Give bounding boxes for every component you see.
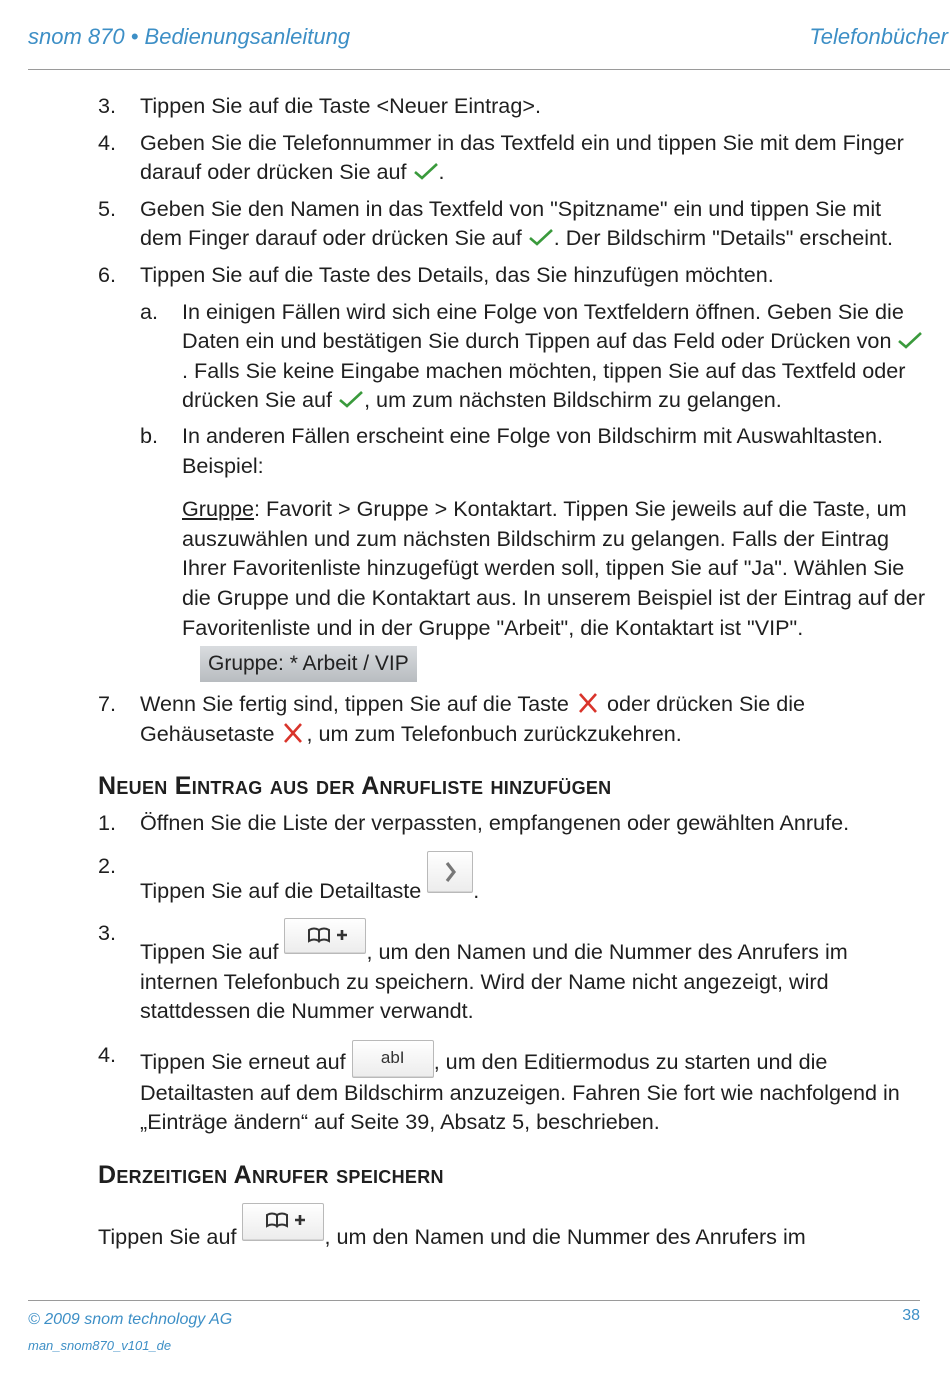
cross-icon	[575, 691, 601, 711]
footer-doc-id: man_snom870_v101_de	[28, 1338, 172, 1353]
group-label: Gruppe	[182, 496, 255, 522]
group-badge: Gruppe: * Arbeit / VIP	[200, 646, 417, 682]
section-heading-calllist: Neuen Eintrag aus der Anrufliste hinzufügen	[98, 772, 612, 801]
step-4: 4. Geben Sie die Telefonnummer in das Textfeld ein und tippen Sie mit dem Finger darauf oder drücken Sie auf .	[98, 129, 904, 185]
calllist-step-2: 2. Tippen Sie auf die Detailtaste .	[98, 853, 480, 904]
group-example: Gruppe: Favorit > Gruppe > Kontaktart. Tippen Sie jeweils auf die Taste, um auszuwählen und zum nächsten Bildschirm zu gelangen. Falls der Eintrag Ihrer Favoritenliste hinzugefügt werden soll, tippen Sie auf "Ja". Wählen Sie die Gruppe und die Kontaktart aus. In unserem Beispiel ist der Eintrag auf der Favoritenliste und in der Gruppe "Arbeit", die Kontaktart ist "VIP".Gruppe: * Arbeit / VIP	[182, 494, 928, 682]
book-plus-icon	[242, 1203, 324, 1241]
step-5: 5. Geben Sie den Namen in das Textfeld von "Spitzname" ein und tippen Sie mit dem Finger darauf oder drücken Sie auf . Der Bildschirm "Details" erscheint.	[98, 195, 894, 251]
page-number: 38	[902, 1307, 920, 1324]
footer-copyright: © 2009 snom technology AG	[28, 1311, 233, 1328]
footer-divider	[28, 1300, 920, 1301]
header-divider	[28, 69, 950, 70]
cross-icon	[280, 721, 306, 741]
calllist-step-4: 4. Tippen Sie erneut auf abI , um den Editiermodus zu starten und die Detailtasten auf dem Bildschirm anzuzeigen. Fahren Sie fort wie nachfolgend in „Einträge ändern“ auf Seite 39, Absatz 5, beschrieben.	[98, 1041, 900, 1135]
section-heading-current-caller: Derzeitigen Anrufer speichern	[98, 1161, 444, 1190]
page-content	[98, 91, 928, 1251]
abI-edit-icon: abI	[352, 1040, 434, 1078]
substep-a: a. In einigen Fällen wird sich eine Folge von Textfeldern öffnen. Geben Sie die Daten ein und bestätigen Sie durch Tippen auf das Feld oder Drücken von . Falls Sie keine Eingabe machen möchten, tippen Sie auf das Textfeld oder drücken Sie auf , um zum nächsten Bildschirm zu gelangen.	[140, 297, 928, 415]
current-caller-text: Tippen Sie auf , um den Namen und die Nummer des Anrufers im	[98, 1203, 928, 1252]
step-3: 3. Tippen Sie auf die Taste <Neuer Eintrag>.	[98, 93, 541, 118]
check-icon	[897, 328, 923, 348]
header-title: snom 870 • Bedienungsanleitung	[28, 24, 351, 49]
step-7: 7. Wenn Sie fertig sind, tippen Sie auf die Taste oder drücken Sie die Gehäusetaste , um zum Telefonbuch zurückzukehren.	[98, 691, 806, 746]
check-icon	[413, 159, 439, 179]
check-icon	[338, 387, 364, 407]
step-6: 6. Tippen Sie auf die Taste des Details, das Sie hinzufügen möchten. a. In einigen Fällen wird sich eine Folge von Textfeldern öffnen. Geben Sie die Daten ein und bestätigen Sie durch Tippen auf das Feld oder Drücken von . Falls Sie keine Eingabe machen möchten, tippen Sie auf das Textfeld oder drücken Sie auf , um zum nächsten Bildschirm zu gelangen. b. In anderen Fällen erscheint eine Folge von Bildschirm mit Auswahltasten. Beispiel: Gruppe: Favorit > Gruppe > Kontaktart. Tippen Sie jeweils auf die Taste, um auszuwählen und zum nächsten Bildschirm zu gelangen. Falls der Eintrag Ihrer Favoritenliste hinzugefügt werden soll, tippen Sie auf "Ja". Wählen Sie die Gruppe und die Kontaktart aus. In unserem Beispiel ist der Eintrag auf der Favoritenliste und in der Gruppe "Arbeit", die Kontaktart ist "VIP".Gruppe: * Arbeit / VIP	[98, 260, 928, 682]
header-chapter: Telefonbücher	[809, 24, 948, 49]
chevron-right-icon	[427, 851, 473, 893]
check-icon	[528, 225, 554, 245]
substep-b: b. In anderen Fällen erscheint eine Folge von Bildschirm mit Auswahltasten. Beispiel: Gruppe: Favorit > Gruppe > Kontaktart. Tippen Sie jeweils auf die Taste, um auszuwählen und zum nächsten Bildschirm zu gelangen. Falls der Eintrag Ihrer Favoritenliste hinzugefügt werden soll, tippen Sie auf "Ja". Wählen Sie die Gruppe und die Kontaktart aus. In unserem Beispiel ist der Eintrag auf der Favoritenliste und in der Gruppe "Arbeit", die Kontaktart ist "VIP".Gruppe: * Arbeit / VIP	[140, 421, 928, 682]
book-plus-icon	[284, 918, 366, 954]
calllist-step-3: 3. Tippen Sie auf , um den Namen und die Nummer des Anrufers im internen Telefonbuch zu speichern. Wird der Name nicht angezeigt, wird stattdessen die Nummer verwandt.	[98, 920, 848, 1024]
calllist-step-1: 1. Öffnen Sie die Liste der verpassten, empfangenen oder gewählten Anrufe.	[98, 809, 850, 835]
